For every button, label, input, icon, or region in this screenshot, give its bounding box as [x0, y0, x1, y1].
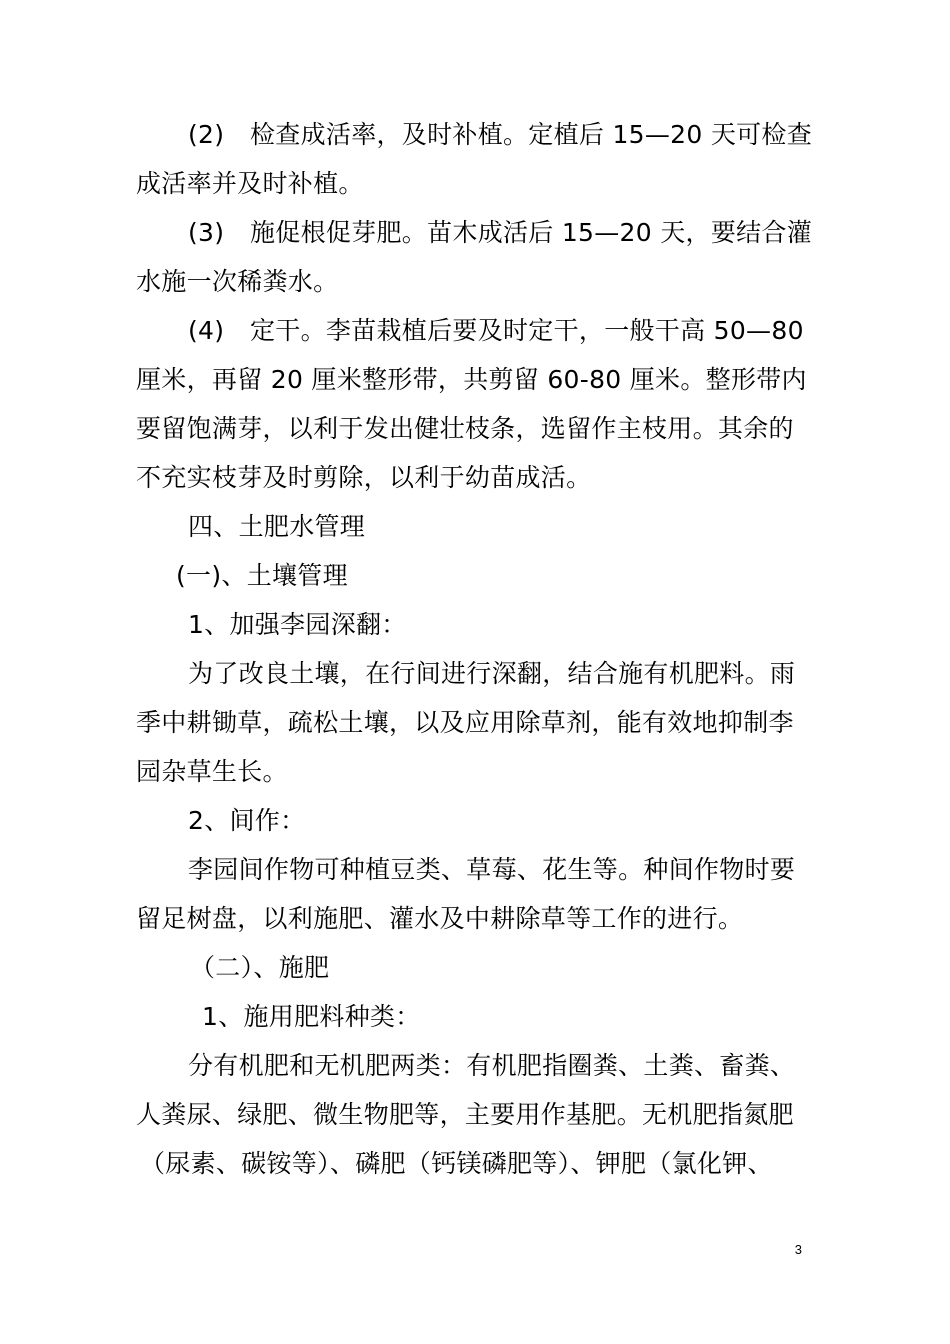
intercrop-line-1: 李园间作物可种植豆类、草莓、花生等。种间作物时要: [188, 855, 796, 884]
item-4-marker: (4): [188, 316, 225, 345]
fertilizer-types-line-3: （尿素、碳铵等）、磷肥（钙镁磷肥等）、钾肥（氯化钾、: [140, 1149, 773, 1178]
item-4-line-2: 厘米，再留 20 厘米整形带，共剪留 60-80 厘米。整形带内: [136, 365, 807, 394]
deep-plough-heading: 1、加强李园深翻：: [188, 610, 407, 639]
item-2-line-2: 成活率并及时补植。: [136, 169, 364, 198]
fertilizer-types-line-1: 分有机肥和无机肥两类：有机肥指圈粪、土粪、畜粪、: [188, 1051, 796, 1080]
item-2-line-1: [188, 120, 812, 150]
item-3-line-2: 水施一次稀粪水。: [136, 267, 339, 296]
fertilizer-types-heading: 1、施用肥料种类：: [202, 1002, 421, 1031]
item-2-text-1: 检查成活率，及时补植。定植后 15—20 天可检查: [250, 120, 813, 149]
fertilize-heading: （二）、施肥: [190, 953, 330, 982]
intercrop-line-2: 留足树盘，以利施肥、灌水及中耕除草等工作的进行。: [136, 904, 744, 933]
soil-management-heading: (一)、土壤管理: [176, 561, 348, 590]
item-3-line-1: [188, 218, 812, 248]
page-number: 3: [794, 1242, 802, 1257]
item-4-text-1: 定干。李苗栽植后要及时定干，一般干高 50—80: [250, 316, 804, 345]
deep-plough-line-2: 季中耕锄草，疏松土壤，以及应用除草剂，能有效地抑制李: [136, 708, 794, 737]
item-4-line-3: 要留饱满芽，以利于发出健壮枝条，选留作主枝用。其余的: [136, 414, 794, 443]
intercrop-heading: 2、间作：: [188, 806, 306, 835]
deep-plough-line-3: 园杂草生长。: [136, 757, 288, 786]
item-4-line-1: [188, 316, 804, 346]
fertilizer-types-line-2: 人粪尿、绿肥、微生物肥等，主要用作基肥。无机肥指氮肥: [136, 1100, 794, 1129]
item-4-line-4: 不充实枝芽及时剪除，以利于幼苗成活。: [136, 463, 592, 492]
deep-plough-line-1: 为了改良土壤，在行间进行深翻，结合施有机肥料。雨: [188, 659, 796, 688]
item-3-marker: (3): [188, 218, 225, 247]
item-3-text-1: 施促根促芽肥。苗木成活后 15—20 天，要结合灌: [250, 218, 813, 247]
section-4-heading: 四、土肥水管理: [188, 512, 366, 541]
item-2-marker: (2): [188, 120, 225, 149]
